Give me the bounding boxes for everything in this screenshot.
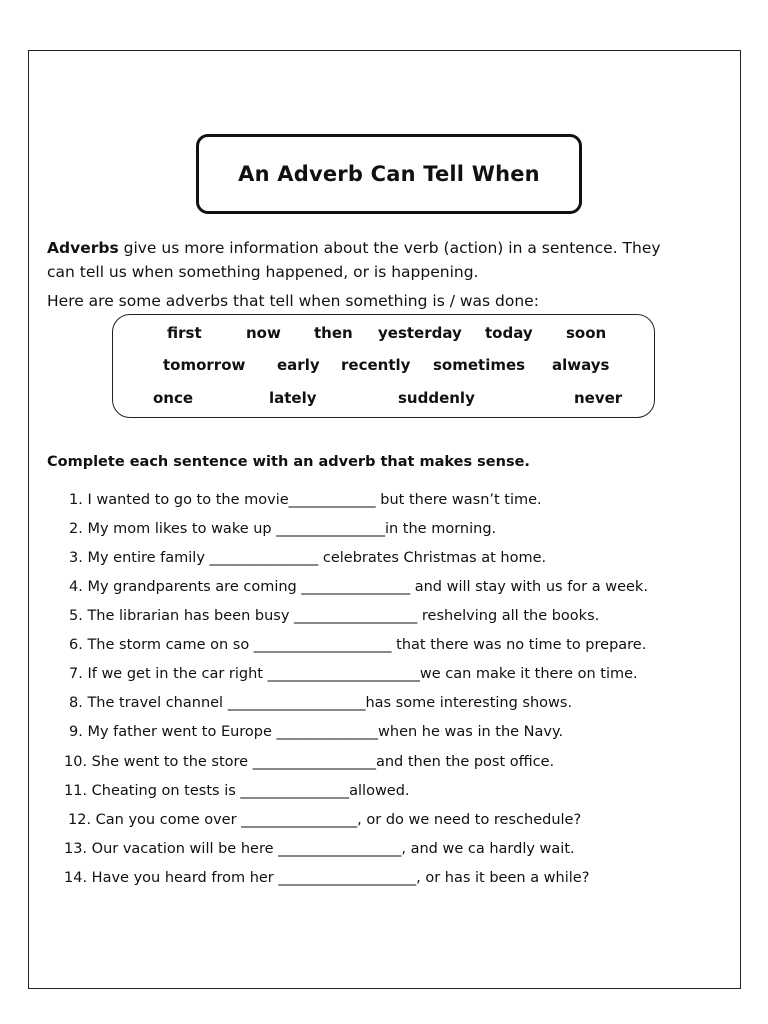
sentence-text: My mom likes to wake up _______________in the morning. [87,521,497,537]
sentence-text: The travel channel ___________________has some interesting shows. [87,695,573,711]
instructions: Complete each sentence with an adverb that makes sense. [47,454,530,470]
sentence-text: My father went to Europe ______________when he was in the Navy. [87,724,564,740]
sentence-number: 6. [69,637,83,653]
intro-line-1: give us more information about the verb (action) in a sentence. They [118,239,661,257]
intro-paragraph [47,236,737,284]
sentence-number: 12. [68,812,92,828]
word-bank-item: once [153,389,194,407]
sentence-number: 2. [69,521,83,537]
sentence-item [69,579,648,595]
word-bank-item: always [552,356,610,374]
word-bank-item: today [485,324,533,342]
intro-line-2: can tell us when something happened, or is happening. [47,263,479,281]
sentence-text: If we get in the car right _____________________we can make it there on time. [87,666,638,682]
word-bank-item: never [574,389,623,407]
sentence-item [64,841,575,857]
sentence-item [69,492,542,508]
sentence-item [69,695,572,711]
sentence-number: 11. [64,783,88,799]
sentence-number: 9. [69,724,83,740]
sentence-text: My grandparents are coming _______________ and will stay with us for a week. [87,579,648,595]
sentence-item [69,550,546,566]
word-bank-item: first [167,324,202,342]
word-bank-item: sometimes [433,356,526,374]
sentence-text: The librarian has been busy _________________ reshelving all the books. [87,608,600,624]
sentence-number: 3. [69,550,83,566]
sentence-number: 5. [69,608,83,624]
sentence-text: She went to the store _________________and then the post office. [91,754,555,770]
sentence-text: Have you heard from her ___________________, or has it been a while? [91,870,590,886]
sentence-text: The storm came on so ___________________ that there was no time to prepare. [87,637,647,653]
word-bank-item: soon [566,324,607,342]
sentence-text: Can you come over ________________, or do we need to reschedule? [95,812,582,828]
sentence-item [64,754,554,770]
sentence-item [68,812,581,828]
word-bank-item: yesterday [378,324,462,342]
sentence-number: 7. [69,666,83,682]
word-bank-item: now [246,324,281,342]
worksheet-title: An Adverb Can Tell When [238,162,540,186]
word-bank-item: recently [341,356,411,374]
word-bank-item: lately [269,389,317,407]
sentence-number: 8. [69,695,83,711]
word-bank-item: early [277,356,320,374]
word-bank-item: then [314,324,353,342]
sentence-text: Cheating on tests is _______________allowed. [91,783,410,799]
title-box [196,134,582,214]
sentence-item [69,666,638,682]
sentence-item [69,608,599,624]
sentence-item [69,521,496,537]
sentence-text: I wanted to go to the movie____________ but there wasn’t time. [87,492,542,508]
sentence-item [69,637,646,653]
sentence-item [64,783,410,799]
word-bank-item: tomorrow [163,356,246,374]
word-bank-intro: Here are some adverbs that tell when something is / was done: [47,292,539,310]
sentence-number: 4. [69,579,83,595]
sentence-number: 13. [64,841,88,857]
sentence-number: 1. [69,492,83,508]
sentence-item [64,870,589,886]
word-bank-item: suddenly [398,389,475,407]
sentence-number: 14. [64,870,88,886]
sentence-number: 10. [64,754,88,770]
sentence-item [69,724,563,740]
sentence-text: Our vacation will be here _________________, and we ca hardly wait. [91,841,575,857]
sentence-text: My entire family _______________ celebrates Christmas at home. [87,550,547,566]
intro-lead-word: Adverbs [47,239,119,257]
